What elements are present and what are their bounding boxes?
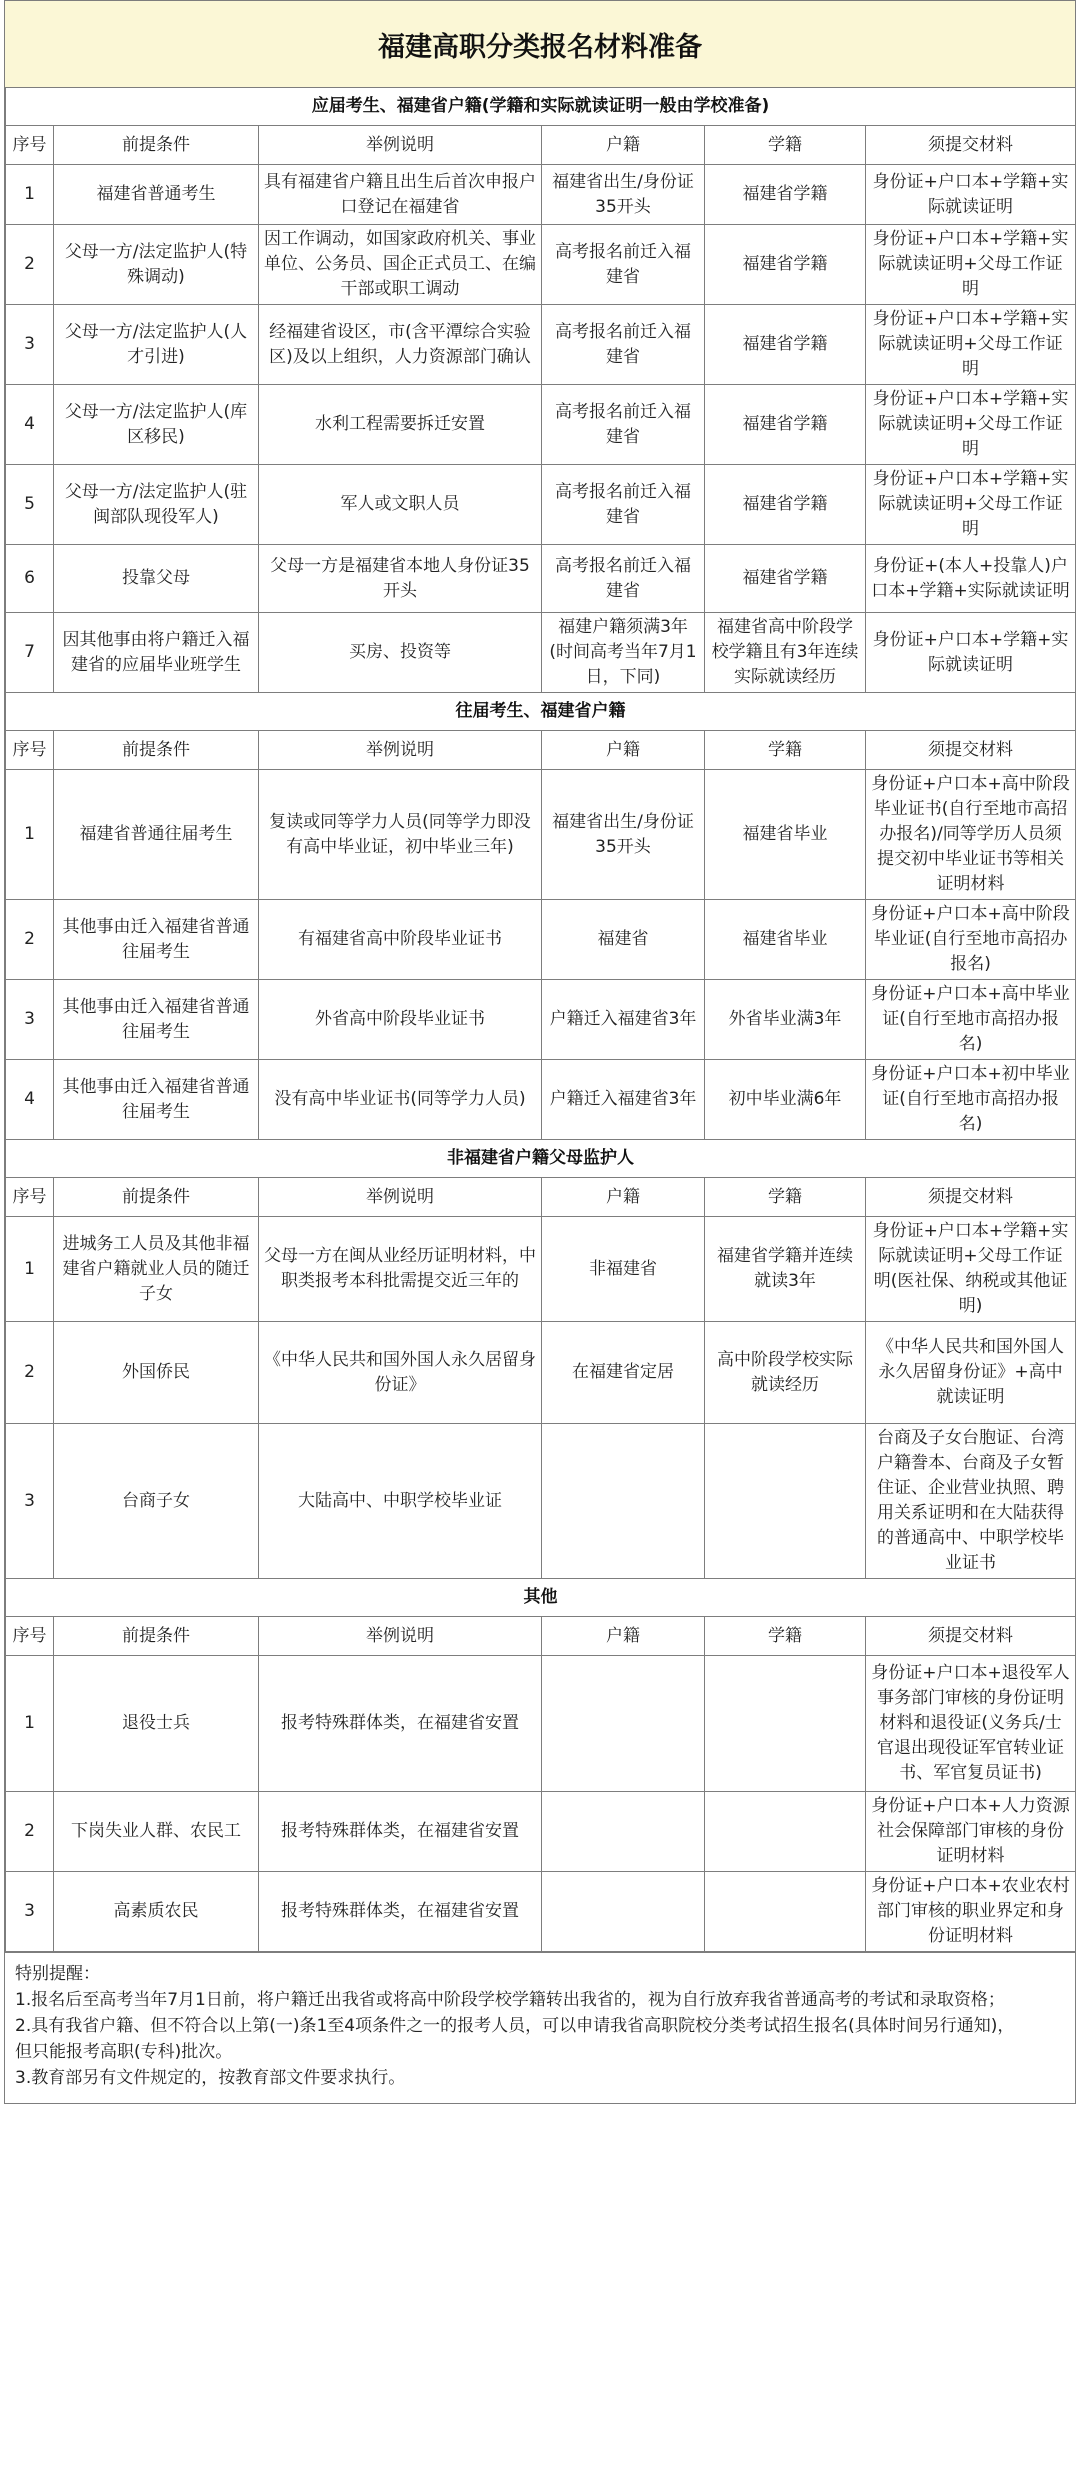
notes-line: 3.教育部另有文件规定的，按教育部文件要求执行。 [15, 2068, 406, 2088]
cell-index: 3 [6, 1872, 54, 1952]
cell-household [542, 1656, 705, 1792]
column-header: 序号 [6, 126, 54, 165]
cell-example: 因工作调动，如国家政府机关、事业单位、公务员、国企正式员工、在编干部或职工调动 [259, 225, 542, 305]
table-row [6, 900, 1076, 980]
cell-household [542, 1792, 705, 1872]
column-header: 学籍 [705, 731, 866, 770]
cell-household: 高考报名前迁入福建省 [542, 225, 705, 305]
cell-school-record [705, 1656, 866, 1792]
cell-school-record: 福建省学籍 [705, 465, 866, 545]
cell-school-record: 福建省毕业 [705, 770, 866, 900]
cell-index: 3 [6, 1424, 54, 1579]
cell-school-record: 福建省学籍 [705, 545, 866, 613]
cell-condition: 父母一方/法定监护人(驻闽部队现役军人) [54, 465, 259, 545]
cell-index: 2 [6, 225, 54, 305]
cell-condition: 福建省普通往届考生 [54, 770, 259, 900]
cell-materials: 身份证+户口本+人力资源社会保障部门审核的身份证明材料 [866, 1792, 1076, 1872]
cell-materials: 身份证+户口本+学籍+实际就读证明+父母工作证明 [866, 305, 1076, 385]
column-header: 学籍 [705, 1617, 866, 1656]
table-row [6, 1656, 1076, 1792]
column-header: 举例说明 [259, 126, 542, 165]
cell-example: 报考特殊群体类，在福建省安置 [259, 1656, 542, 1792]
table-row [6, 465, 1076, 545]
table-row [6, 385, 1076, 465]
cell-index: 2 [6, 1322, 54, 1424]
cell-school-record [705, 1872, 866, 1952]
cell-materials: 身份证+户口本+高中毕业证(自行至地市高招办报名) [866, 980, 1076, 1060]
column-header: 户籍 [542, 126, 705, 165]
column-header: 前提条件 [54, 731, 259, 770]
cell-school-record [705, 1792, 866, 1872]
table-row [6, 613, 1076, 693]
column-header: 户籍 [542, 1617, 705, 1656]
cell-index: 4 [6, 1060, 54, 1140]
cell-index: 2 [6, 1792, 54, 1872]
column-header: 前提条件 [54, 126, 259, 165]
table-row [6, 1217, 1076, 1322]
cell-household: 福建户籍须满3年(时间高考当年7月1日，下同) [542, 613, 705, 693]
column-header: 学籍 [705, 126, 866, 165]
cell-materials: 身份证+户口本+高中阶段毕业证(自行至地市高招办报名) [866, 900, 1076, 980]
table-row [6, 1322, 1076, 1424]
cell-school-record: 福建省高中阶段学校学籍且有3年连续实际就读经历 [705, 613, 866, 693]
cell-example: 《中华人民共和国外国人永久居留身份证》 [259, 1322, 542, 1424]
cell-example: 报考特殊群体类，在福建省安置 [259, 1872, 542, 1952]
cell-materials: 身份证+户口本+学籍+实际就读证明+父母工作证明 [866, 385, 1076, 465]
cell-condition: 其他事由迁入福建省普通往届考生 [54, 980, 259, 1060]
cell-condition: 退役士兵 [54, 1656, 259, 1792]
cell-materials: 身份证+户口本+高中阶段毕业证书(自行至地市高招办报名)/同等学历人员须提交初中毕业证书等相关证明材料 [866, 770, 1076, 900]
cell-materials: 身份证+户口本+学籍+实际就读证明+父母工作证明 [866, 465, 1076, 545]
cell-example: 经福建省设区，市(含平潭综合实验区)及以上组织，人力资源部门确认 [259, 305, 542, 385]
cell-example: 大陆高中、中职学校毕业证 [259, 1424, 542, 1579]
cell-condition: 父母一方/法定监护人(库区移民) [54, 385, 259, 465]
cell-condition: 外国侨民 [54, 1322, 259, 1424]
cell-index: 7 [6, 613, 54, 693]
cell-example: 军人或文职人员 [259, 465, 542, 545]
notes-line: 2.具有我省户籍、但不符合以上第(一)条1至4项条件之一的报考人员，可以申请我省高职院校分类考试招生报名(具体时间另行通知)， [15, 2016, 1015, 2036]
cell-household: 高考报名前迁入福建省 [542, 465, 705, 545]
cell-index: 1 [6, 1217, 54, 1322]
section-header [6, 1579, 1076, 1617]
cell-household: 福建省出生/身份证35开头 [542, 165, 705, 225]
page-title: 福建高职分类报名材料准备 [5, 1, 1075, 88]
special-notes [5, 1952, 1075, 2103]
table-row [6, 1792, 1076, 1872]
cell-condition: 福建省普通考生 [54, 165, 259, 225]
materials-table [5, 88, 1076, 1952]
column-header: 须提交材料 [866, 126, 1076, 165]
cell-index: 5 [6, 465, 54, 545]
cell-index: 6 [6, 545, 54, 613]
table-row [6, 545, 1076, 613]
cell-index: 3 [6, 980, 54, 1060]
table-row [6, 305, 1076, 385]
cell-example: 买房、投资等 [259, 613, 542, 693]
cell-example: 水利工程需要拆迁安置 [259, 385, 542, 465]
cell-condition: 其他事由迁入福建省普通往届考生 [54, 1060, 259, 1140]
cell-condition: 其他事由迁入福建省普通往届考生 [54, 900, 259, 980]
cell-school-record: 福建省学籍并连续就读3年 [705, 1217, 866, 1322]
cell-example: 有福建省高中阶段毕业证书 [259, 900, 542, 980]
notes-line: 但只能报考高职(专科)批次。 [15, 2042, 233, 2062]
cell-condition: 父母一方/法定监护人(特殊调动) [54, 225, 259, 305]
cell-materials: 身份证+户口本+初中毕业证(自行至地市高招办报名) [866, 1060, 1076, 1140]
column-header: 序号 [6, 731, 54, 770]
cell-index: 1 [6, 165, 54, 225]
cell-index: 3 [6, 305, 54, 385]
cell-school-record: 初中毕业满6年 [705, 1060, 866, 1140]
cell-materials: 身份证+户口本+退役军人事务部门审核的身份证明材料和退役证(义务兵/士官退出现役证军官转业证书、军官复员证书) [866, 1656, 1076, 1792]
column-header: 举例说明 [259, 731, 542, 770]
cell-materials: 身份证+户口本+学籍+实际就读证明 [866, 613, 1076, 693]
column-header: 序号 [6, 1617, 54, 1656]
cell-index: 2 [6, 900, 54, 980]
cell-example: 父母一方在闽从业经历证明材料，中职类报考本科批需提交近三年的 [259, 1217, 542, 1322]
column-header-row [6, 1617, 1076, 1656]
column-header: 序号 [6, 1178, 54, 1217]
cell-household: 高考报名前迁入福建省 [542, 385, 705, 465]
column-header: 前提条件 [54, 1617, 259, 1656]
table-row [6, 165, 1076, 225]
table-row [6, 225, 1076, 305]
cell-school-record: 福建省学籍 [705, 165, 866, 225]
cell-school-record: 高中阶段学校实际就读经历 [705, 1322, 866, 1424]
cell-condition: 台商子女 [54, 1424, 259, 1579]
column-header-row [6, 1178, 1076, 1217]
cell-condition: 下岗失业人群、农民工 [54, 1792, 259, 1872]
cell-index: 1 [6, 770, 54, 900]
cell-school-record: 福建省学籍 [705, 385, 866, 465]
column-header: 前提条件 [54, 1178, 259, 1217]
cell-example: 没有高中毕业证书(同等学力人员) [259, 1060, 542, 1140]
table-row [6, 980, 1076, 1060]
cell-school-record: 福建省学籍 [705, 305, 866, 385]
cell-materials: 身份证+户口本+学籍+实际就读证明+父母工作证明(医社保、纳税或其他证明) [866, 1217, 1076, 1322]
column-header-row [6, 126, 1076, 165]
notes-line: 1.报名后至高考当年7月1日前，将户籍迁出我省或将高中阶段学校学籍转出我省的，视为自行放弃我省普通高考的考试和录取资格； [15, 1990, 1005, 2010]
cell-school-record: 外省毕业满3年 [705, 980, 866, 1060]
table-row [6, 1060, 1076, 1140]
cell-household: 非福建省 [542, 1217, 705, 1322]
cell-materials: 身份证+(本人+投靠人)户口本+学籍+实际就读证明 [866, 545, 1076, 613]
column-header: 须提交材料 [866, 731, 1076, 770]
cell-example: 具有福建省户籍且出生后首次申报户口登记在福建省 [259, 165, 542, 225]
cell-household: 福建省 [542, 900, 705, 980]
cell-school-record: 福建省毕业 [705, 900, 866, 980]
section-header [6, 88, 1076, 126]
section-header [6, 1140, 1076, 1178]
section-title: 应届考生、福建省户籍(学籍和实际就读证明一般由学校准备) [6, 88, 1076, 126]
column-header: 学籍 [705, 1178, 866, 1217]
cell-household: 户籍迁入福建省3年 [542, 980, 705, 1060]
column-header: 户籍 [542, 731, 705, 770]
cell-household [542, 1872, 705, 1952]
section-title: 往届考生、福建省户籍 [6, 693, 1076, 731]
cell-school-record: 福建省学籍 [705, 225, 866, 305]
column-header: 举例说明 [259, 1178, 542, 1217]
cell-condition: 高素质农民 [54, 1872, 259, 1952]
notes-heading: 特别提醒： [15, 1964, 100, 1984]
cell-materials: 身份证+户口本+学籍+实际就读证明 [866, 165, 1076, 225]
column-header: 举例说明 [259, 1617, 542, 1656]
table-row [6, 1872, 1076, 1952]
cell-condition: 因其他事由将户籍迁入福建省的应届毕业班学生 [54, 613, 259, 693]
cell-household [542, 1424, 705, 1579]
cell-condition: 进城务工人员及其他非福建省户籍就业人员的随迁子女 [54, 1217, 259, 1322]
column-header-row [6, 731, 1076, 770]
cell-condition: 父母一方/法定监护人(人才引进) [54, 305, 259, 385]
cell-example: 报考特殊群体类，在福建省安置 [259, 1792, 542, 1872]
section-title: 非福建省户籍父母监护人 [6, 1140, 1076, 1178]
document [4, 0, 1076, 2104]
cell-example: 父母一方是福建省本地人身份证35开头 [259, 545, 542, 613]
cell-household: 户籍迁入福建省3年 [542, 1060, 705, 1140]
column-header: 须提交材料 [866, 1617, 1076, 1656]
cell-materials: 身份证+户口本+学籍+实际就读证明+父母工作证明 [866, 225, 1076, 305]
cell-household: 高考报名前迁入福建省 [542, 305, 705, 385]
cell-materials: 台商及子女台胞证、台湾户籍誊本、台商及子女暂住证、企业营业执照、聘用关系证明和在大陆获得的普通高中、中职学校毕业证书 [866, 1424, 1076, 1579]
column-header: 户籍 [542, 1178, 705, 1217]
table-row [6, 1424, 1076, 1579]
section-header [6, 693, 1076, 731]
column-header: 须提交材料 [866, 1178, 1076, 1217]
cell-household: 在福建省定居 [542, 1322, 705, 1424]
cell-household: 高考报名前迁入福建省 [542, 545, 705, 613]
cell-example: 外省高中阶段毕业证书 [259, 980, 542, 1060]
cell-condition: 投靠父母 [54, 545, 259, 613]
cell-materials: 《中华人民共和国外国人永久居留身份证》+高中就读证明 [866, 1322, 1076, 1424]
cell-index: 4 [6, 385, 54, 465]
cell-materials: 身份证+户口本+农业农村部门审核的职业界定和身份证明材料 [866, 1872, 1076, 1952]
cell-school-record [705, 1424, 866, 1579]
section-title: 其他 [6, 1579, 1076, 1617]
cell-index: 1 [6, 1656, 54, 1792]
table-row [6, 770, 1076, 900]
cell-example: 复读或同等学力人员(同等学力即没有高中毕业证，初中毕业三年) [259, 770, 542, 900]
cell-household: 福建省出生/身份证35开头 [542, 770, 705, 900]
